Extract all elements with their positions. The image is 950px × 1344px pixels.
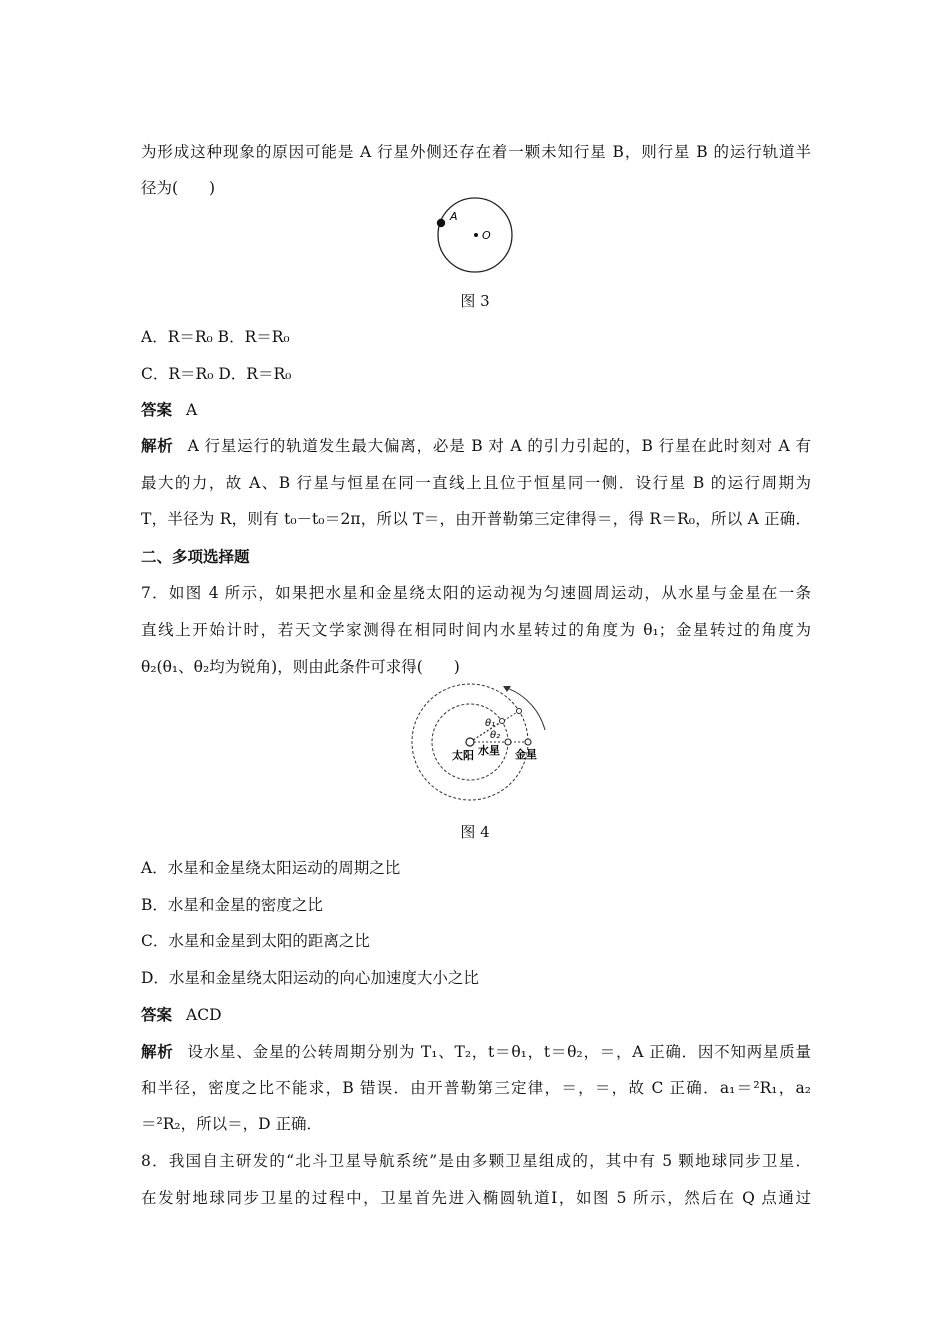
p6-answer	[141, 400, 197, 420]
analysis-text: A 行星运行的轨道发生最大偏离，必是 B 对 A 的引力引起的，B 行星在此时刻对 A 有	[187, 437, 811, 455]
sun-dot	[466, 738, 474, 746]
section-title: 二、多项选择题	[141, 548, 250, 566]
p7-answer	[141, 1005, 222, 1025]
planet-a-dot	[437, 219, 445, 227]
p7-option-c: C．水星和金星到太阳的距离之比	[141, 932, 370, 950]
p6-line-1: 为形成这种现象的原因可能是 A 行星外侧还存在着一颗未知行星 B，则行星 B 的运行轨道半	[141, 143, 811, 161]
label-mercury: 水星	[478, 744, 500, 757]
answer-label: 答案	[141, 1006, 173, 1024]
p7-option-a: A．水星和金星绕太阳运动的周期之比	[141, 859, 401, 877]
p8-line-2: 在发射地球同步卫星的过程中，卫星首先进入椭圆轨道Ⅰ，如图 5 所示，然后在 Q 点通过	[141, 1189, 811, 1207]
label-theta1: θ₁	[485, 718, 496, 729]
p7-analysis-3: ＝²R₂，所以＝，D 正确．	[141, 1115, 322, 1133]
mercury-later-dot	[500, 719, 505, 724]
figure-3-caption: 图 3	[460, 292, 490, 310]
analysis-text: 设水星、金星的公转周期分别为 T₁、T₂，t＝θ₁，t＝θ₂，＝，A 正确．因不知两星质量	[187, 1043, 811, 1061]
center-o-dot	[474, 233, 478, 237]
mercury-dot	[505, 739, 511, 745]
label-o: O	[482, 229, 491, 242]
p7-option-b: B．水星和金星的密度之比	[141, 896, 323, 914]
direction-arrow-arc	[507, 688, 545, 730]
venus-later-dot	[517, 709, 522, 714]
figure-3-orbit-diagram	[425, 193, 525, 278]
label-theta2: θ₂	[490, 730, 501, 741]
label-a: A	[450, 210, 458, 223]
answer-label: 答案	[141, 401, 173, 419]
p7-line-3: θ₂(θ₁、θ₂均为锐角)，则由此条件可求得( )	[141, 658, 460, 676]
answer-value: ACD	[186, 1006, 222, 1024]
figure-4-caption: 图 4	[460, 823, 490, 841]
p6-analysis-1	[141, 436, 811, 456]
p7-line-1: 7．如图 4 所示，如果把水星和金星绕太阳的运动视为匀速圆周运动，从水星与金星在一条	[141, 584, 811, 602]
p7-analysis-2: 和半径，密度之比不能求，B 错误．由开普勒第三定律，＝，＝，故 C 正确．a₁＝²R₁，a₂	[141, 1079, 811, 1097]
p6-options-2: C．R＝R₀ D．R＝R₀	[141, 365, 292, 383]
p6-line-2: 径为( )	[141, 179, 216, 197]
analysis-label: 解析	[141, 437, 174, 455]
p6-analysis-2: 最大的力，故 A、B 行星与恒星在同一直线上且位于恒星同一侧．设行星 B 的运行周期为	[141, 474, 811, 492]
p6-options-1: A．R＝R₀ B．R＝R₀	[141, 328, 290, 346]
answer-value: A	[186, 401, 198, 419]
p8-line-1: 8．我国自主研发的“北斗卫星导航系统”是由多颗卫星组成的，其中有 5 颗地球同步卫星．	[141, 1152, 811, 1170]
label-venus: 金星	[515, 748, 537, 761]
p7-line-2: 直线上开始计时，若天文学家测得在相同时间内水星转过的角度为 θ₁；金星转过的角度为	[141, 621, 811, 639]
p6-analysis-3: T，半径为 R，则有 t₀－t₀＝2π，所以 T＝，由开普勒第三定律得＝，得 R＝R₀，所以 A 正确．	[141, 510, 811, 528]
figure-4-planet-orbits	[405, 678, 555, 808]
p7-option-d: D．水星和金星绕太阳运动的向心加速度大小之比	[141, 969, 479, 987]
label-sun: 太阳	[452, 749, 474, 762]
venus-dot	[525, 739, 531, 745]
analysis-label: 解析	[141, 1043, 174, 1061]
p7-analysis-1	[141, 1042, 811, 1062]
